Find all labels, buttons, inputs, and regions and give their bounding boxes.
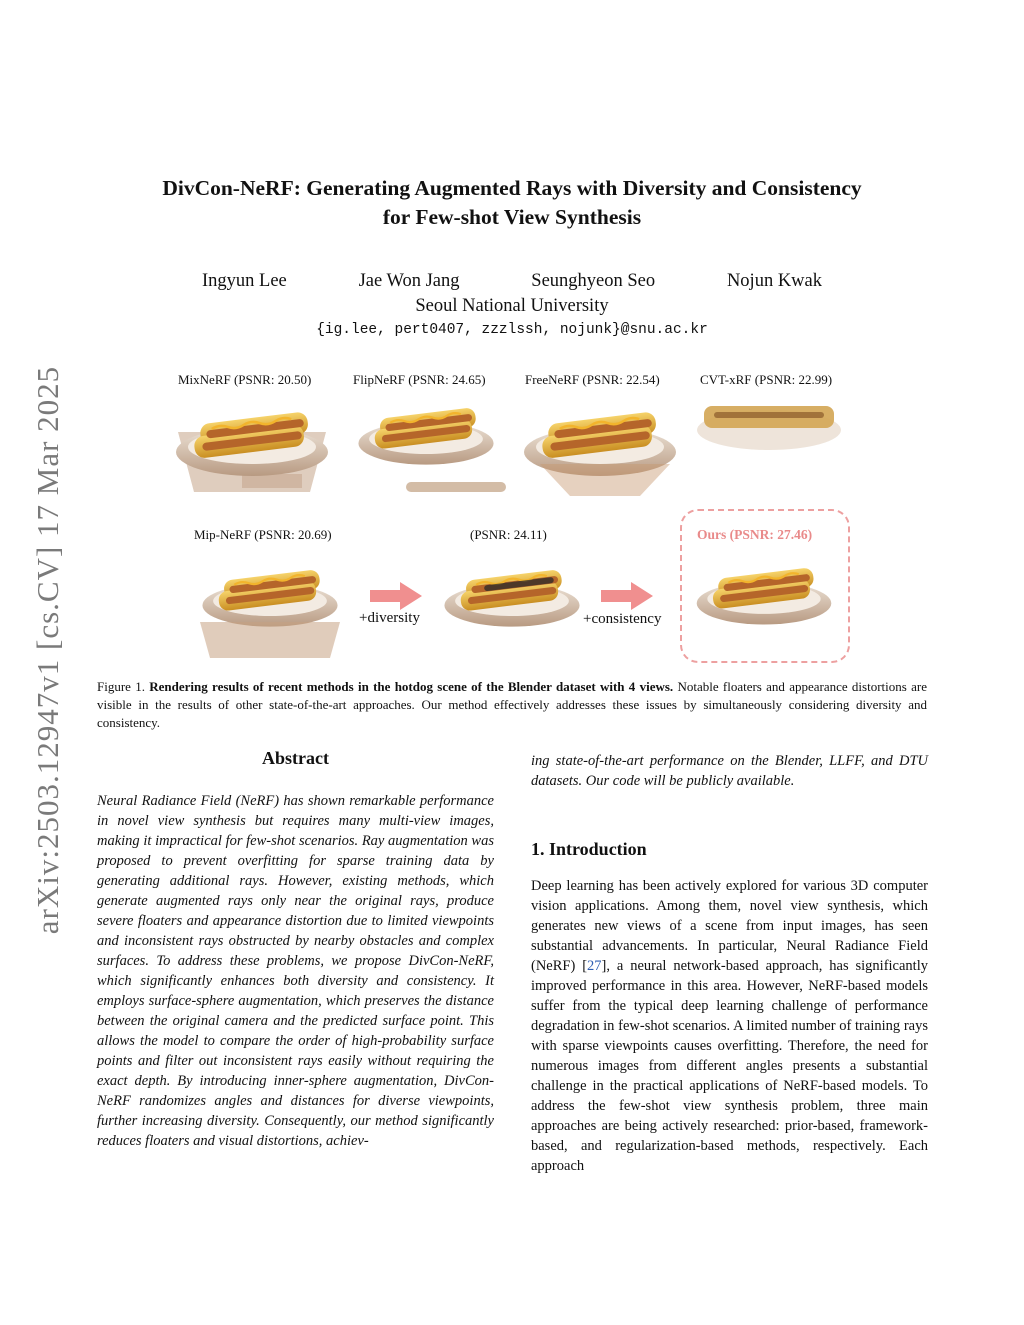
abstract-text: Neural Radiance Field (NeRF) has shown remarkable performance in novel view synthesis but requires many multi-view images, making it impractical for few-shot scenarios. Ray augmentation was proposed to prevent overfitting for sparse training data by generating additional rays. However, existing methods, which generate augmented rays only near the original rays, produce severe floaters and appearance distortion due to limited viewpoints and inconsistent rays obstructed by nearby obstacles and complex surfaces. To address these problems, we propose DivCon-NeRF, which significantly enhances both diversity and consistency. It employs surface-sphere augmentation, which preserves the distance between the original camera and the predicted surface point. This allows the model to compare the order of high-probability surface points and filter out inconsistent rays easily without requiring the exact depth. By introducing inner-sphere augmentation, DivCon-NeRF randomizes angles and distances for diverse viewpoints, further increasing diversity. Consequently, our method significantly reduces floaters and visual distortions, achiev- [97, 793, 494, 1149]
author: Nojun Kwak [726, 271, 822, 291]
title-line-2: for Few-shot View Synthesis [382, 205, 642, 229]
figure-caption: Figure 1. Rendering results of recent methods in the hotdog scene of the Blender dataset with 4 views. Notable floaters and appearance distortions are visible in the results of other state-of-the-art approaches. Our method effectively addresses these issues by simultaneously considering diversity and consistency. [97, 679, 927, 730]
arrow-consistency-icon [601, 582, 653, 610]
label-mixnerf: MixNeRF (PSNR: 20.50) [178, 372, 312, 387]
render-flipnerf [346, 390, 506, 500]
author-list [150, 271, 874, 292]
ours-highlight-box [680, 509, 850, 663]
arrow-label-consistency: +consistency [583, 611, 662, 627]
title-line-1: DivCon-NeRF: Generating Augmented Rays with Diversity and Consistency [162, 176, 862, 200]
label-diversity-only: (PSNR: 24.11) [470, 527, 547, 542]
label-ours: Ours (PSNR: 27.46) [697, 527, 813, 542]
render-mixnerf [172, 392, 332, 502]
arrow-label-diversity: +diversity [359, 610, 420, 626]
author: Seunghyeon Seo [531, 271, 656, 291]
citation-link[interactable]: 27 [587, 958, 602, 974]
paper-title [100, 174, 924, 232]
label-cvtxrf: CVT-xRF (PSNR: 22.99) [700, 372, 833, 387]
left-column [97, 748, 494, 1151]
right-column [531, 751, 928, 1176]
render-diversity-only [432, 552, 592, 632]
render-mipnerf [190, 552, 350, 662]
abstract-continuation: ing state-of-the-art performance on the Blender, LLFF, and DTU datasets. Our code will be publicly available. [531, 753, 928, 789]
author-emails: {ig.lee, pert0407, zzzlssh, nojunk}@snu.ac.kr [316, 322, 708, 338]
abstract-heading: Abstract [262, 748, 329, 768]
label-mipnerf: Mip-NeRF (PSNR: 20.69) [194, 527, 332, 542]
arrow-diversity-icon [370, 582, 422, 610]
introduction-heading: 1. Introduction [531, 839, 647, 859]
author: Ingyun Lee [202, 271, 287, 291]
label-freenerf: FreeNeRF (PSNR: 22.54) [525, 372, 660, 387]
render-cvtxrf [694, 392, 844, 452]
author: Jae Won Jang [358, 271, 460, 291]
affiliation: Seoul National University [415, 296, 609, 316]
arxiv-identifier: arXiv:2503.12947v1 [cs.CV] 17 Mar 2025 [30, 365, 66, 935]
label-flipnerf: FlipNeRF (PSNR: 24.65) [353, 372, 486, 387]
introduction-text: Deep learning has been actively explored for various 3D computer vision applications. Among them, novel view synthesis, which generates new views of a scene from input images, has seen substantial advancements. In particular, Neural Radiance Field (NeRF) [27], a neural network-based approach, has significantly improved performance in this area. However, NeRF-based models suffer from the typical deep learning challenge of performance degradation in few-shot scenarios. A limited number of training rays with sparse viewpoints causes overfitting. Therefore, the need for numerous images from different angles presents a substantial challenge in the practical applications of NeRF-based models. To address the few-shot view synthesis problem, three main approaches are being actively researched: prior-based, framework-based, and regularization-based methods, respectively. Each approach [531, 878, 928, 1174]
render-freenerf [520, 392, 680, 502]
